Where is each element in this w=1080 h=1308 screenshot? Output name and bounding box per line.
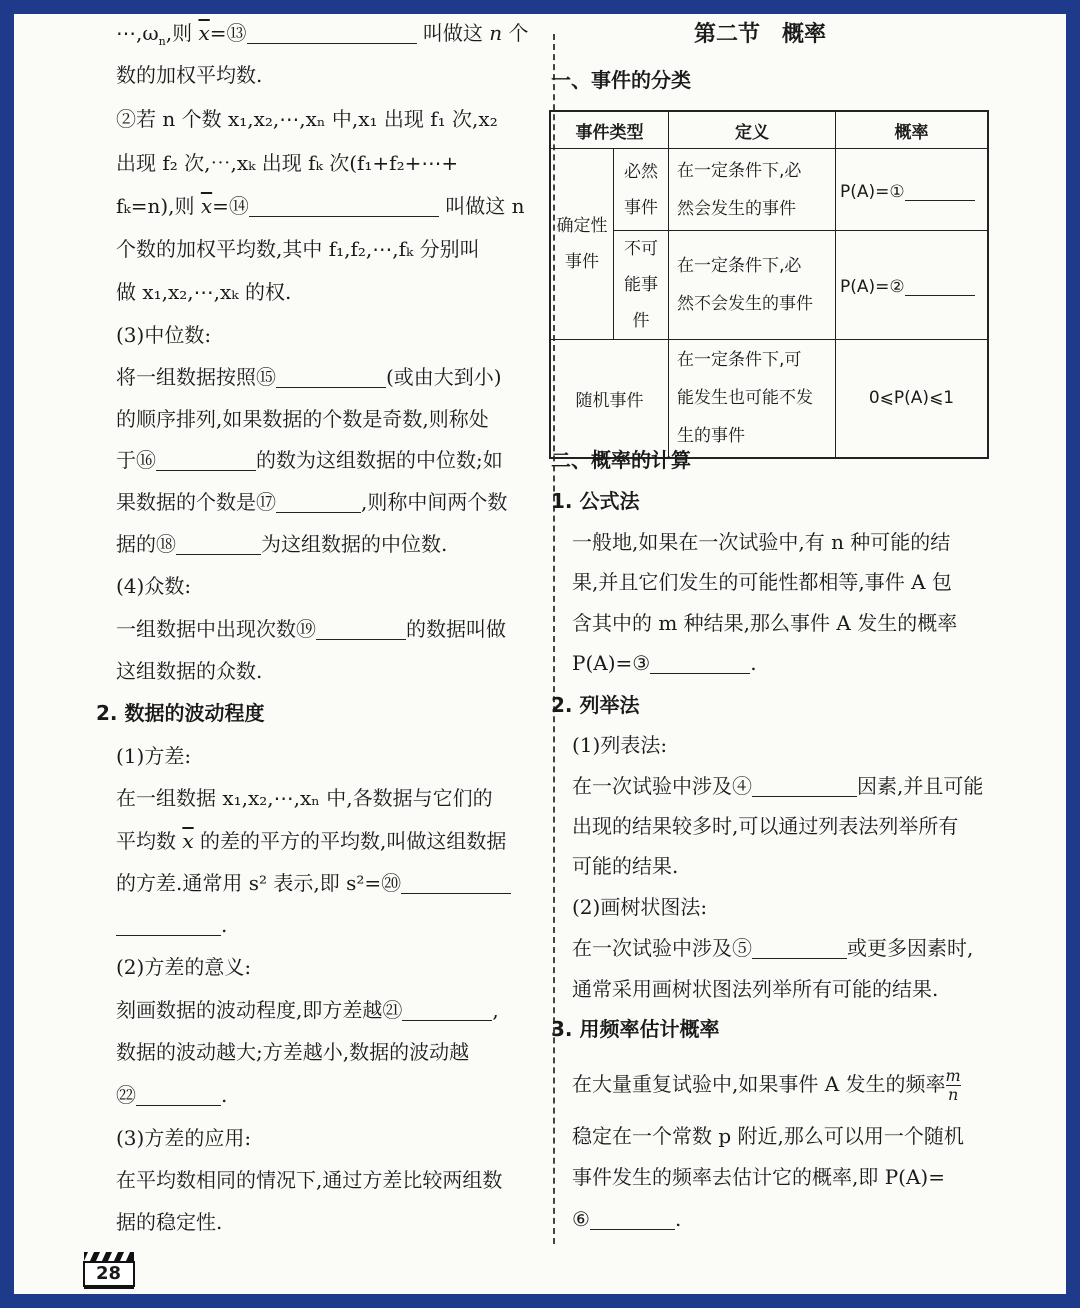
right-line-7: 出现的结果较多时,可以通过列表法列举所有 bbox=[572, 814, 959, 838]
subheading-formula: 1. 公式法 bbox=[551, 489, 640, 513]
blank-14-label: =⑭ bbox=[212, 194, 249, 218]
text: 然会发生的事件 bbox=[677, 198, 796, 219]
left-line-15 bbox=[116, 614, 506, 644]
right-line-15 bbox=[572, 1204, 681, 1234]
blank-19-label: 一组数据中出现次数⑲ bbox=[116, 617, 316, 641]
left-line-3: ②若 n 个数 x₁,x₂,⋯,xₙ 中,x₁ 出现 f₁ 次,x₂ bbox=[116, 107, 498, 131]
blank-5[interactable] bbox=[752, 936, 847, 959]
text: 的数据叫做 bbox=[406, 617, 506, 641]
text: 因素,并且可能 bbox=[857, 774, 984, 798]
text: n bbox=[489, 21, 503, 45]
right-line-14: 事件发生的频率去估计它的概率,即 P(A)= bbox=[572, 1165, 945, 1189]
blank-15-label: 将一组数据按照⑮ bbox=[116, 365, 276, 389]
right-line-11: 通常采用画树状图法列举所有可能的结果. bbox=[572, 977, 939, 1001]
blank-2[interactable] bbox=[905, 273, 975, 296]
right-line-10 bbox=[572, 933, 973, 963]
definition-random bbox=[669, 340, 836, 458]
text: ,则称中间两个数 bbox=[361, 490, 508, 514]
table-row bbox=[550, 231, 988, 340]
blank-4-label: 在一次试验中涉及④ bbox=[572, 774, 752, 798]
type-random: 随机事件 bbox=[550, 340, 669, 458]
text: 个 bbox=[508, 21, 529, 45]
left-line-25 bbox=[116, 1080, 227, 1110]
right-line-5: (1)列表法: bbox=[572, 733, 668, 757]
blank-17-label: 果数据的个数是⑰ bbox=[116, 490, 276, 514]
table-header-row bbox=[550, 111, 988, 149]
blank-3-label: P(A)=③ bbox=[572, 651, 651, 675]
blank-4[interactable] bbox=[752, 774, 857, 797]
xbar-symbol: $\overline{x}$ bbox=[200, 194, 213, 218]
subheading-enumeration: 2. 列举法 bbox=[551, 693, 640, 717]
text: 叫做这 n bbox=[445, 194, 525, 218]
left-line-12 bbox=[116, 487, 507, 517]
subheading-frequency: 3. 用频率估计概率 bbox=[551, 1017, 720, 1041]
section-title: 第二节 概率 bbox=[694, 22, 827, 47]
right-line-3: 含其中的 m 种结果,那么事件 A 发生的概率 bbox=[572, 611, 958, 635]
page-number: 28 bbox=[96, 1263, 122, 1284]
left-line-9 bbox=[116, 362, 502, 392]
definition-impossible bbox=[669, 231, 836, 340]
left-line-19 bbox=[116, 826, 506, 856]
blank-18[interactable] bbox=[176, 532, 261, 555]
left-line-23 bbox=[116, 995, 499, 1025]
page bbox=[14, 14, 1066, 1294]
left-line-24: 数据的波动越大;方差越小,数据的波动越 bbox=[116, 1040, 470, 1064]
blank-1[interactable] bbox=[905, 178, 975, 201]
left-line-21 bbox=[116, 910, 227, 940]
left-line-4: 出现 f₂ 次,⋯,xₖ 出现 fₖ 次(f₁+f₂+⋯+ bbox=[116, 151, 459, 175]
left-line-20 bbox=[116, 868, 511, 898]
text: 的差的平方的平均数,叫做这组数据 bbox=[200, 829, 507, 853]
left-line-26: (3)方差的应用: bbox=[116, 1126, 252, 1150]
blank-20-label: 的方差.通常用 s² 表示,即 s²=⑳ bbox=[116, 871, 402, 895]
frequency-fraction bbox=[946, 1067, 961, 1104]
left-line-16: 这组数据的众数. bbox=[116, 659, 263, 683]
right-line-9: (2)画树状图法: bbox=[572, 895, 708, 919]
right-line-1: 一般地,如果在一次试验中,有 n 种可能的结 bbox=[572, 530, 951, 554]
right-line-2: 果,并且它们发生的可能性都相等,事件 A 包 bbox=[572, 570, 952, 594]
blank-21-label: 刻画数据的波动程度,即方差越㉑ bbox=[116, 998, 403, 1022]
text: ,则 bbox=[165, 21, 193, 45]
blank-14[interactable] bbox=[249, 194, 439, 217]
left-heading-2: 2. 数据的波动程度 bbox=[96, 701, 265, 725]
text: 在一定条件下,必 bbox=[677, 160, 802, 181]
left-line-22: (2)方差的意义: bbox=[116, 955, 252, 979]
text: . bbox=[221, 1083, 228, 1107]
left-line-28: 据的稳定性. bbox=[116, 1210, 223, 1234]
blank-22-label: ㉒ bbox=[116, 1083, 136, 1107]
group-certain-events: 确定性事件 bbox=[550, 149, 614, 340]
fraction-numerator: m bbox=[945, 1066, 961, 1085]
text: . bbox=[221, 913, 228, 937]
blank-17[interactable] bbox=[276, 490, 361, 513]
text: 为这组数据的中位数. bbox=[261, 532, 448, 556]
blank-3[interactable] bbox=[650, 651, 750, 674]
blank-20[interactable] bbox=[401, 871, 511, 894]
right-line-8: 可能的结果. bbox=[572, 854, 679, 878]
right-heading-1: 一、事件的分类 bbox=[551, 68, 691, 92]
text: 在一定条件下,可 bbox=[677, 350, 802, 371]
blank-15[interactable] bbox=[276, 365, 386, 388]
xbar-symbol: $\overline{x}$ bbox=[198, 21, 210, 45]
left-line-7: 做 x₁,x₂,⋯,xₖ 的权. bbox=[116, 280, 292, 304]
text: (或由大到小) bbox=[386, 365, 502, 389]
left-line-2: 数的加权平均数. bbox=[116, 63, 263, 87]
text: , bbox=[492, 998, 499, 1022]
header-probability: 概率 bbox=[836, 111, 989, 149]
type-impossible: 不可能事件 bbox=[614, 231, 669, 340]
left-line-14: (4)众数: bbox=[116, 574, 192, 598]
text: 生的事件 bbox=[677, 426, 745, 447]
blank-6-label: ⑥ bbox=[572, 1207, 590, 1231]
text: 然不会发生的事件 bbox=[677, 294, 813, 314]
blank-19[interactable] bbox=[316, 617, 406, 640]
text: ⋯,ω bbox=[116, 21, 159, 45]
blank-13[interactable] bbox=[247, 21, 417, 44]
left-line-17: (1)方差: bbox=[116, 744, 192, 768]
xbar-symbol: $\overline{x}$ bbox=[182, 829, 194, 853]
left-line-6: 个数的加权平均数,其中 f₁,f₂,⋯,fₖ 分别叫 bbox=[116, 237, 480, 261]
text: 在一定条件下,必 bbox=[677, 256, 802, 276]
blank-6[interactable] bbox=[590, 1207, 675, 1230]
type-certain: 必然事件 bbox=[614, 149, 669, 231]
event-type-table bbox=[549, 110, 989, 459]
left-line-8: (3)中位数: bbox=[116, 323, 212, 347]
fraction-denominator: n bbox=[947, 1085, 959, 1104]
table-row bbox=[550, 149, 988, 231]
header-event-type: 事件类型 bbox=[550, 111, 669, 149]
text: 在大量重复试验中,如果事件 A 发生的频率 bbox=[572, 1072, 946, 1096]
right-heading-2: 二、概率的计算 bbox=[551, 448, 691, 472]
blank-21[interactable] bbox=[402, 998, 492, 1021]
prob-random: 0⩽P(A)⩽1 bbox=[836, 340, 989, 458]
left-line-10: 的顺序排列,如果数据的个数是奇数,则称处 bbox=[116, 407, 489, 431]
blank-16-label: 于⑯ bbox=[116, 448, 156, 472]
header-definition: 定义 bbox=[669, 111, 836, 149]
left-line-18: 在一组数据 x₁,x₂,⋯,xₙ 中,各数据与它们的 bbox=[116, 786, 493, 810]
left-line-11 bbox=[116, 445, 503, 475]
left-line-27: 在平均数相同的情况下,通过方差比较两组数 bbox=[116, 1168, 503, 1192]
text: 的数为这组数据的中位数;如 bbox=[256, 448, 503, 472]
table-row bbox=[550, 340, 988, 458]
blank-22[interactable] bbox=[136, 1083, 221, 1106]
prob-impossible bbox=[836, 231, 989, 340]
text: 平均数 bbox=[116, 829, 176, 853]
text: . bbox=[674, 1207, 682, 1231]
text: fₖ=n),则 bbox=[116, 194, 195, 218]
page-number-badge bbox=[80, 1250, 136, 1288]
prob-certain bbox=[836, 149, 989, 231]
text: 叫做这 bbox=[422, 21, 483, 45]
right-line-4 bbox=[572, 648, 757, 678]
right-line-6 bbox=[572, 771, 983, 801]
text: . bbox=[750, 651, 757, 675]
left-line-5 bbox=[116, 191, 525, 221]
text: 能发生也可能不发 bbox=[677, 388, 813, 409]
right-line-12 bbox=[572, 1067, 961, 1104]
left-line-13 bbox=[116, 529, 447, 559]
blank-20-continued[interactable] bbox=[116, 913, 221, 936]
blank-2-label: P(A)=② bbox=[840, 277, 905, 297]
blank-18-label: 据的⑱ bbox=[116, 532, 176, 556]
blank-16[interactable] bbox=[156, 448, 256, 471]
blank-5-label: 在一次试验中涉及⑤ bbox=[572, 936, 752, 960]
definition-certain bbox=[669, 149, 836, 231]
right-line-13: 稳定在一个常数 p 附近,那么可以用一个随机 bbox=[572, 1124, 964, 1148]
left-line-1 bbox=[116, 18, 529, 57]
blank-1-label: P(A)=① bbox=[840, 181, 905, 202]
blank-13-label: =⑬ bbox=[209, 21, 247, 45]
text: 或更多因素时, bbox=[847, 936, 974, 960]
text: n bbox=[158, 35, 166, 48]
